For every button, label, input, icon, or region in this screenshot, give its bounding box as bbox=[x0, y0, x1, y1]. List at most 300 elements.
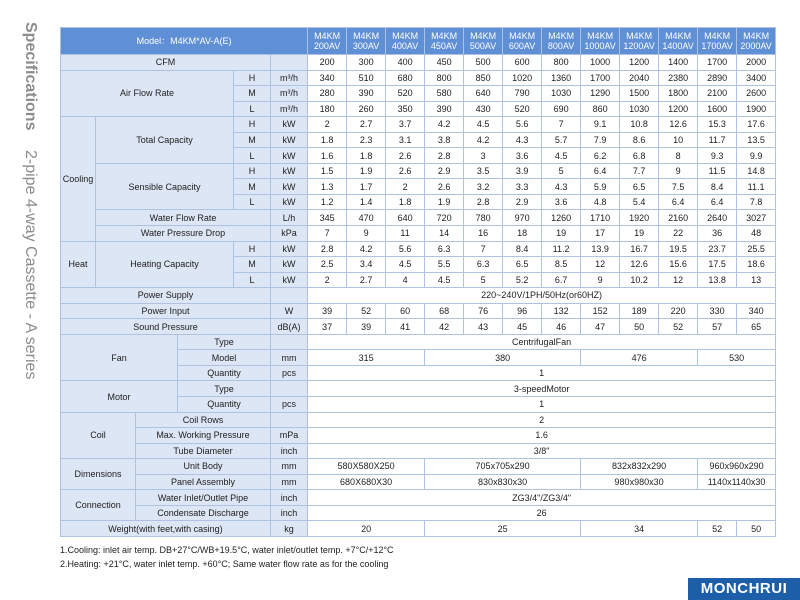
weight-value: 20 bbox=[308, 521, 425, 537]
spec-row bbox=[61, 210, 776, 226]
heating-capacity-level: M bbox=[234, 257, 271, 273]
water-pressure-drop-value: 7 bbox=[308, 226, 347, 242]
spec-row bbox=[61, 459, 776, 475]
spec-row bbox=[61, 334, 776, 350]
dimensions-value: 830x830x30 bbox=[425, 474, 581, 490]
spec-row bbox=[61, 490, 776, 506]
connection-unit: inch bbox=[271, 505, 308, 521]
sensible-capacity-value: 11.5 bbox=[698, 163, 737, 179]
sensible-capacity-value: 1.3 bbox=[308, 179, 347, 195]
motor-unit: pcs bbox=[271, 397, 308, 413]
spec-row bbox=[61, 226, 776, 242]
spec-row bbox=[61, 443, 776, 459]
spec-row bbox=[61, 474, 776, 490]
sensible-capacity-value: 2 bbox=[386, 179, 425, 195]
heating-capacity-value: 2 bbox=[308, 272, 347, 288]
spec-row bbox=[61, 117, 776, 133]
sensible-capacity-value: 2.9 bbox=[425, 163, 464, 179]
air-flow-rate-level: L bbox=[234, 101, 271, 117]
connection-item-label: Water Inlet/Outlet Pipe bbox=[136, 490, 271, 506]
dimensions-item-label: Panel Assembly bbox=[136, 474, 271, 490]
water-pressure-drop-value: 18 bbox=[503, 226, 542, 242]
motor-group-label: Motor bbox=[61, 381, 178, 412]
air-flow-rate-level: H bbox=[234, 70, 271, 86]
power-supply-label: Power Supply bbox=[61, 288, 271, 304]
heating-capacity-value: 9 bbox=[581, 272, 620, 288]
power-input-value: 68 bbox=[425, 303, 464, 319]
weight-value: 25 bbox=[425, 521, 581, 537]
air-flow-rate-value: 280 bbox=[308, 86, 347, 102]
weight-value: 50 bbox=[737, 521, 776, 537]
weight-value: 34 bbox=[581, 521, 698, 537]
fan-value: 380 bbox=[425, 350, 581, 366]
sensible-capacity-value: 2.6 bbox=[425, 179, 464, 195]
spec-table-body bbox=[61, 28, 776, 537]
water-flow-rate-value: 640 bbox=[386, 210, 425, 226]
cfm-value: 450 bbox=[425, 55, 464, 71]
air-flow-rate-unit: m³/h bbox=[271, 86, 308, 102]
cfm-unit bbox=[271, 55, 308, 71]
sensible-capacity-value: 5 bbox=[542, 163, 581, 179]
spec-row bbox=[61, 412, 776, 428]
sensible-capacity-value: 14.8 bbox=[737, 163, 776, 179]
dimensions-unit: mm bbox=[271, 474, 308, 490]
water-flow-rate-value: 470 bbox=[347, 210, 386, 226]
coil-unit: mPa bbox=[271, 428, 308, 444]
sound-pressure-value: 37 bbox=[308, 319, 347, 335]
model-column-header: M4KM 1200AV bbox=[620, 28, 659, 55]
fan-unit: pcs bbox=[271, 365, 308, 381]
spec-table bbox=[60, 27, 776, 537]
spec-row bbox=[61, 381, 776, 397]
air-flow-rate-value: 2890 bbox=[698, 70, 737, 86]
sensible-capacity-unit: kW bbox=[271, 194, 308, 210]
model-column-header: M4KM 600AV bbox=[503, 28, 542, 55]
sensible-capacity-level: L bbox=[234, 194, 271, 210]
sensible-capacity-value: 1.7 bbox=[347, 179, 386, 195]
dimensions-value: 832x832x290 bbox=[581, 459, 698, 475]
heating-capacity-value: 4 bbox=[386, 272, 425, 288]
sensible-capacity-value: 1.5 bbox=[308, 163, 347, 179]
side-title: Specifications bbox=[22, 22, 39, 131]
side-subtitle: 2-pipe 4-way Cassette - A series bbox=[22, 150, 39, 380]
total-capacity-value: 3.6 bbox=[503, 148, 542, 164]
total-capacity-value: 6.8 bbox=[620, 148, 659, 164]
sound-pressure-value: 42 bbox=[425, 319, 464, 335]
heating-capacity-value: 2.8 bbox=[308, 241, 347, 257]
heating-capacity-value: 5 bbox=[464, 272, 503, 288]
water-pressure-drop-value: 19 bbox=[542, 226, 581, 242]
dimensions-value: 980x980x30 bbox=[581, 474, 698, 490]
air-flow-rate-unit: m³/h bbox=[271, 101, 308, 117]
sensible-capacity-value: 11.1 bbox=[737, 179, 776, 195]
air-flow-rate-value: 1900 bbox=[737, 101, 776, 117]
heating-capacity-value: 7 bbox=[464, 241, 503, 257]
heating-capacity-value: 6.3 bbox=[464, 257, 503, 273]
sensible-capacity-value: 3.6 bbox=[542, 194, 581, 210]
sound-pressure-value: 41 bbox=[386, 319, 425, 335]
air-flow-rate-value: 1200 bbox=[659, 101, 698, 117]
power-supply-unit bbox=[271, 288, 308, 304]
fan-unit bbox=[271, 334, 308, 350]
air-flow-rate-value: 1030 bbox=[542, 86, 581, 102]
water-pressure-drop-value: 9 bbox=[347, 226, 386, 242]
dimensions-group-label: Dimensions bbox=[61, 459, 136, 490]
water-flow-rate-value: 3027 bbox=[737, 210, 776, 226]
water-pressure-drop-value: 22 bbox=[659, 226, 698, 242]
heating-capacity-value: 18.6 bbox=[737, 257, 776, 273]
total-capacity-value: 8.6 bbox=[620, 132, 659, 148]
heating-capacity-value: 15.6 bbox=[659, 257, 698, 273]
water-flow-rate-value: 345 bbox=[308, 210, 347, 226]
water-flow-rate-value: 970 bbox=[503, 210, 542, 226]
total-capacity-value: 3.7 bbox=[386, 117, 425, 133]
heating-capacity-label: Heating Capacity bbox=[96, 241, 234, 288]
air-flow-rate-value: 800 bbox=[425, 70, 464, 86]
spec-row bbox=[61, 303, 776, 319]
sensible-capacity-value: 9 bbox=[659, 163, 698, 179]
power-supply-value: 220~240V/1PH/50Hz(or60HZ) bbox=[308, 288, 776, 304]
sensible-capacity-value: 2.8 bbox=[464, 194, 503, 210]
coil-unit: inch bbox=[271, 443, 308, 459]
model-column-header: M4KM 2000AV bbox=[737, 28, 776, 55]
heating-capacity-value: 2.7 bbox=[347, 272, 386, 288]
total-capacity-value: 11.7 bbox=[698, 132, 737, 148]
water-flow-rate-value: 780 bbox=[464, 210, 503, 226]
sensible-capacity-value: 6.5 bbox=[620, 179, 659, 195]
air-flow-rate-label: Air Flow Rate bbox=[61, 70, 234, 117]
sensible-capacity-label: Sensible Capacity bbox=[96, 163, 234, 210]
air-flow-rate-unit: m³/h bbox=[271, 70, 308, 86]
air-flow-rate-value: 2600 bbox=[737, 86, 776, 102]
water-pressure-drop-value: 11 bbox=[386, 226, 425, 242]
water-flow-rate-unit: L/h bbox=[271, 210, 308, 226]
water-flow-rate-value: 1920 bbox=[620, 210, 659, 226]
spec-row bbox=[61, 521, 776, 537]
spec-row bbox=[61, 505, 776, 521]
sensible-capacity-value: 7.8 bbox=[737, 194, 776, 210]
dimensions-value: 680X680X30 bbox=[308, 474, 425, 490]
spec-row bbox=[61, 241, 776, 257]
sound-pressure-value: 52 bbox=[659, 319, 698, 335]
sound-pressure-label: Sound Pressure bbox=[61, 319, 271, 335]
dimensions-value: 580X580X250 bbox=[308, 459, 425, 475]
heating-capacity-value: 13.9 bbox=[581, 241, 620, 257]
water-flow-rate-label: Water Flow Rate bbox=[96, 210, 271, 226]
heating-capacity-level: H bbox=[234, 241, 271, 257]
total-capacity-value: 5.6 bbox=[503, 117, 542, 133]
total-capacity-value: 13.5 bbox=[737, 132, 776, 148]
model-column-header: M4KM 500AV bbox=[464, 28, 503, 55]
air-flow-rate-value: 680 bbox=[386, 70, 425, 86]
spec-row bbox=[61, 163, 776, 179]
total-capacity-value: 8 bbox=[659, 148, 698, 164]
sensible-capacity-unit: kW bbox=[271, 163, 308, 179]
total-capacity-value: 12.6 bbox=[659, 117, 698, 133]
spec-row bbox=[61, 55, 776, 71]
dimensions-unit: mm bbox=[271, 459, 308, 475]
weight-value: 52 bbox=[698, 521, 737, 537]
total-capacity-value: 2.7 bbox=[347, 117, 386, 133]
total-capacity-value: 2 bbox=[308, 117, 347, 133]
fan-value: 476 bbox=[581, 350, 698, 366]
fan-value: 1 bbox=[308, 365, 776, 381]
sensible-capacity-value: 1.4 bbox=[347, 194, 386, 210]
sensible-capacity-value: 7.7 bbox=[620, 163, 659, 179]
dimensions-value: 960x960x290 bbox=[698, 459, 776, 475]
model-column-header: M4KM 1400AV bbox=[659, 28, 698, 55]
total-capacity-level: L bbox=[234, 148, 271, 164]
footnotes bbox=[60, 543, 394, 571]
total-capacity-value: 9.9 bbox=[737, 148, 776, 164]
sensible-capacity-value: 1.8 bbox=[386, 194, 425, 210]
heating-capacity-value: 4.2 bbox=[347, 241, 386, 257]
sensible-capacity-value: 7.5 bbox=[659, 179, 698, 195]
power-input-value: 340 bbox=[737, 303, 776, 319]
cooling-group-label: Cooling bbox=[61, 117, 96, 241]
heating-capacity-value: 4.5 bbox=[386, 257, 425, 273]
sound-pressure-unit: dB(A) bbox=[271, 319, 308, 335]
heating-capacity-value: 13.8 bbox=[698, 272, 737, 288]
power-input-value: 60 bbox=[386, 303, 425, 319]
cfm-value: 1200 bbox=[620, 55, 659, 71]
total-capacity-unit: kW bbox=[271, 132, 308, 148]
coil-group-label: Coil bbox=[61, 412, 136, 459]
fan-value: CentrifugalFan bbox=[308, 334, 776, 350]
model-header-label: Model：M4KM*AV-A(E) bbox=[61, 28, 308, 55]
model-column-header: M4KM 400AV bbox=[386, 28, 425, 55]
sensible-capacity-value: 3.5 bbox=[464, 163, 503, 179]
total-capacity-value: 7.9 bbox=[581, 132, 620, 148]
air-flow-rate-value: 580 bbox=[425, 86, 464, 102]
water-flow-rate-value: 1260 bbox=[542, 210, 581, 226]
motor-item-label: Quantity bbox=[178, 397, 271, 413]
sensible-capacity-value: 4.8 bbox=[581, 194, 620, 210]
air-flow-rate-value: 640 bbox=[464, 86, 503, 102]
air-flow-rate-value: 510 bbox=[347, 70, 386, 86]
total-capacity-unit: kW bbox=[271, 117, 308, 133]
air-flow-rate-value: 520 bbox=[386, 86, 425, 102]
air-flow-rate-value: 860 bbox=[581, 101, 620, 117]
dimensions-value: 705x705x290 bbox=[425, 459, 581, 475]
power-input-value: 189 bbox=[620, 303, 659, 319]
spec-row bbox=[61, 70, 776, 86]
sound-pressure-value: 57 bbox=[698, 319, 737, 335]
cfm-value: 1400 bbox=[659, 55, 698, 71]
sensible-capacity-value: 1.9 bbox=[347, 163, 386, 179]
heating-capacity-value: 16.7 bbox=[620, 241, 659, 257]
power-input-label: Power Input bbox=[61, 303, 271, 319]
air-flow-rate-value: 790 bbox=[503, 86, 542, 102]
sensible-capacity-value: 4.3 bbox=[542, 179, 581, 195]
heating-capacity-value: 11.2 bbox=[542, 241, 581, 257]
cfm-value: 500 bbox=[464, 55, 503, 71]
spec-row bbox=[61, 428, 776, 444]
total-capacity-label: Total Capacity bbox=[96, 117, 234, 164]
fan-value: 530 bbox=[698, 350, 776, 366]
coil-item-label: Max. Working Pressure bbox=[136, 428, 271, 444]
total-capacity-value: 2.8 bbox=[425, 148, 464, 164]
heating-capacity-unit: kW bbox=[271, 257, 308, 273]
water-pressure-drop-unit: kPa bbox=[271, 226, 308, 242]
cfm-value: 400 bbox=[386, 55, 425, 71]
heating-capacity-value: 5.2 bbox=[503, 272, 542, 288]
heating-capacity-value: 12 bbox=[659, 272, 698, 288]
cfm-value: 2000 bbox=[737, 55, 776, 71]
air-flow-rate-value: 180 bbox=[308, 101, 347, 117]
sound-pressure-value: 39 bbox=[347, 319, 386, 335]
sensible-capacity-level: H bbox=[234, 163, 271, 179]
total-capacity-value: 1.8 bbox=[308, 132, 347, 148]
heating-capacity-value: 13 bbox=[737, 272, 776, 288]
air-flow-rate-value: 2040 bbox=[620, 70, 659, 86]
sensible-capacity-value: 2.6 bbox=[386, 163, 425, 179]
weight-label: Weight(with feet,with casing) bbox=[61, 521, 271, 537]
total-capacity-value: 4.2 bbox=[425, 117, 464, 133]
heating-capacity-value: 6.3 bbox=[425, 241, 464, 257]
total-capacity-level: M bbox=[234, 132, 271, 148]
cfm-value: 300 bbox=[347, 55, 386, 71]
model-column-header: M4KM 1000AV bbox=[581, 28, 620, 55]
sound-pressure-value: 65 bbox=[737, 319, 776, 335]
footnote-cooling: 1.Cooling: inlet air temp. DB+27°C/WB+19.5°C, water inlet/outlet temp. +7°C/+12°C bbox=[60, 545, 394, 555]
total-capacity-value: 6.2 bbox=[581, 148, 620, 164]
air-flow-rate-value: 2100 bbox=[698, 86, 737, 102]
motor-value: 3-speedMotor bbox=[308, 381, 776, 397]
cfm-value: 1700 bbox=[698, 55, 737, 71]
sensible-capacity-level: M bbox=[234, 179, 271, 195]
sensible-capacity-value: 2.9 bbox=[503, 194, 542, 210]
connection-item-label: Condensate Discharge bbox=[136, 505, 271, 521]
power-input-value: 132 bbox=[542, 303, 581, 319]
total-capacity-value: 17.6 bbox=[737, 117, 776, 133]
heating-capacity-value: 12.6 bbox=[620, 257, 659, 273]
heating-capacity-value: 8.4 bbox=[503, 241, 542, 257]
sound-pressure-value: 50 bbox=[620, 319, 659, 335]
total-capacity-value: 4.3 bbox=[503, 132, 542, 148]
air-flow-rate-value: 3400 bbox=[737, 70, 776, 86]
air-flow-rate-value: 350 bbox=[386, 101, 425, 117]
air-flow-rate-value: 1500 bbox=[620, 86, 659, 102]
coil-item-label: Tube Diameter bbox=[136, 443, 271, 459]
power-input-value: 330 bbox=[698, 303, 737, 319]
fan-item-label: Type bbox=[178, 334, 271, 350]
air-flow-rate-value: 340 bbox=[308, 70, 347, 86]
sensible-capacity-unit: kW bbox=[271, 179, 308, 195]
sensible-capacity-value: 6.4 bbox=[581, 163, 620, 179]
total-capacity-value: 2.3 bbox=[347, 132, 386, 148]
water-pressure-drop-value: 48 bbox=[737, 226, 776, 242]
water-pressure-drop-label: Water Pressure Drop bbox=[96, 226, 271, 242]
air-flow-rate-value: 1800 bbox=[659, 86, 698, 102]
cfm-value: 800 bbox=[542, 55, 581, 71]
sound-pressure-value: 46 bbox=[542, 319, 581, 335]
connection-value: ZG3/4"/ZG3/4" bbox=[308, 490, 776, 506]
water-pressure-drop-value: 36 bbox=[698, 226, 737, 242]
sensible-capacity-value: 1.9 bbox=[425, 194, 464, 210]
connection-value: 26 bbox=[308, 505, 776, 521]
total-capacity-value: 3.1 bbox=[386, 132, 425, 148]
total-capacity-value: 9.3 bbox=[698, 148, 737, 164]
heating-capacity-value: 6.7 bbox=[542, 272, 581, 288]
connection-group-label: Connection bbox=[61, 490, 136, 521]
air-flow-rate-value: 850 bbox=[464, 70, 503, 86]
total-capacity-value: 5.7 bbox=[542, 132, 581, 148]
fan-item-label: Model bbox=[178, 350, 271, 366]
sensible-capacity-value: 1.2 bbox=[308, 194, 347, 210]
heating-capacity-value: 25.5 bbox=[737, 241, 776, 257]
weight-unit: kg bbox=[271, 521, 308, 537]
heating-capacity-unit: kW bbox=[271, 241, 308, 257]
heating-capacity-value: 5.5 bbox=[425, 257, 464, 273]
power-input-value: 220 bbox=[659, 303, 698, 319]
model-column-header: M4KM 1700AV bbox=[698, 28, 737, 55]
total-capacity-value: 7 bbox=[542, 117, 581, 133]
fan-unit: mm bbox=[271, 350, 308, 366]
model-column-header: M4KM 800AV bbox=[542, 28, 581, 55]
heating-capacity-value: 5.6 bbox=[386, 241, 425, 257]
dimensions-item-label: Unit Body bbox=[136, 459, 271, 475]
heating-capacity-value: 17.5 bbox=[698, 257, 737, 273]
sensible-capacity-value: 3.9 bbox=[503, 163, 542, 179]
heating-capacity-value: 4.5 bbox=[425, 272, 464, 288]
power-input-value: 52 bbox=[347, 303, 386, 319]
total-capacity-value: 3.8 bbox=[425, 132, 464, 148]
heating-capacity-value: 23.7 bbox=[698, 241, 737, 257]
fan-item-label: Quantity bbox=[178, 365, 271, 381]
coil-unit bbox=[271, 412, 308, 428]
spec-row bbox=[61, 28, 776, 55]
total-capacity-value: 9.1 bbox=[581, 117, 620, 133]
air-flow-rate-value: 1030 bbox=[620, 101, 659, 117]
power-input-value: 96 bbox=[503, 303, 542, 319]
model-column-header: M4KM 450AV bbox=[425, 28, 464, 55]
air-flow-rate-value: 2380 bbox=[659, 70, 698, 86]
coil-value: 1.6 bbox=[308, 428, 776, 444]
sound-pressure-value: 47 bbox=[581, 319, 620, 335]
water-flow-rate-value: 2160 bbox=[659, 210, 698, 226]
air-flow-rate-value: 1360 bbox=[542, 70, 581, 86]
total-capacity-value: 10 bbox=[659, 132, 698, 148]
model-column-header: M4KM 300AV bbox=[347, 28, 386, 55]
air-flow-rate-value: 390 bbox=[425, 101, 464, 117]
sound-pressure-value: 45 bbox=[503, 319, 542, 335]
sound-pressure-value: 43 bbox=[464, 319, 503, 335]
sensible-capacity-value: 3.3 bbox=[503, 179, 542, 195]
dimensions-value: 1140x1140x30 bbox=[698, 474, 776, 490]
total-capacity-value: 2.6 bbox=[386, 148, 425, 164]
spec-row bbox=[61, 319, 776, 335]
motor-value: 1 bbox=[308, 397, 776, 413]
brand-logo: MONCHRUI bbox=[688, 578, 800, 600]
total-capacity-value: 10.8 bbox=[620, 117, 659, 133]
fan-group-label: Fan bbox=[61, 334, 178, 381]
total-capacity-value: 1.8 bbox=[347, 148, 386, 164]
power-input-value: 39 bbox=[308, 303, 347, 319]
heating-capacity-value: 2.5 bbox=[308, 257, 347, 273]
coil-item-label: Coil Rows bbox=[136, 412, 271, 428]
heating-capacity-unit: kW bbox=[271, 272, 308, 288]
total-capacity-value: 15.3 bbox=[698, 117, 737, 133]
power-input-value: 152 bbox=[581, 303, 620, 319]
water-pressure-drop-value: 14 bbox=[425, 226, 464, 242]
fan-value: 315 bbox=[308, 350, 425, 366]
heating-capacity-value: 6.5 bbox=[503, 257, 542, 273]
coil-value: 3/8" bbox=[308, 443, 776, 459]
air-flow-rate-value: 1020 bbox=[503, 70, 542, 86]
sensible-capacity-value: 5.9 bbox=[581, 179, 620, 195]
air-flow-rate-value: 390 bbox=[347, 86, 386, 102]
